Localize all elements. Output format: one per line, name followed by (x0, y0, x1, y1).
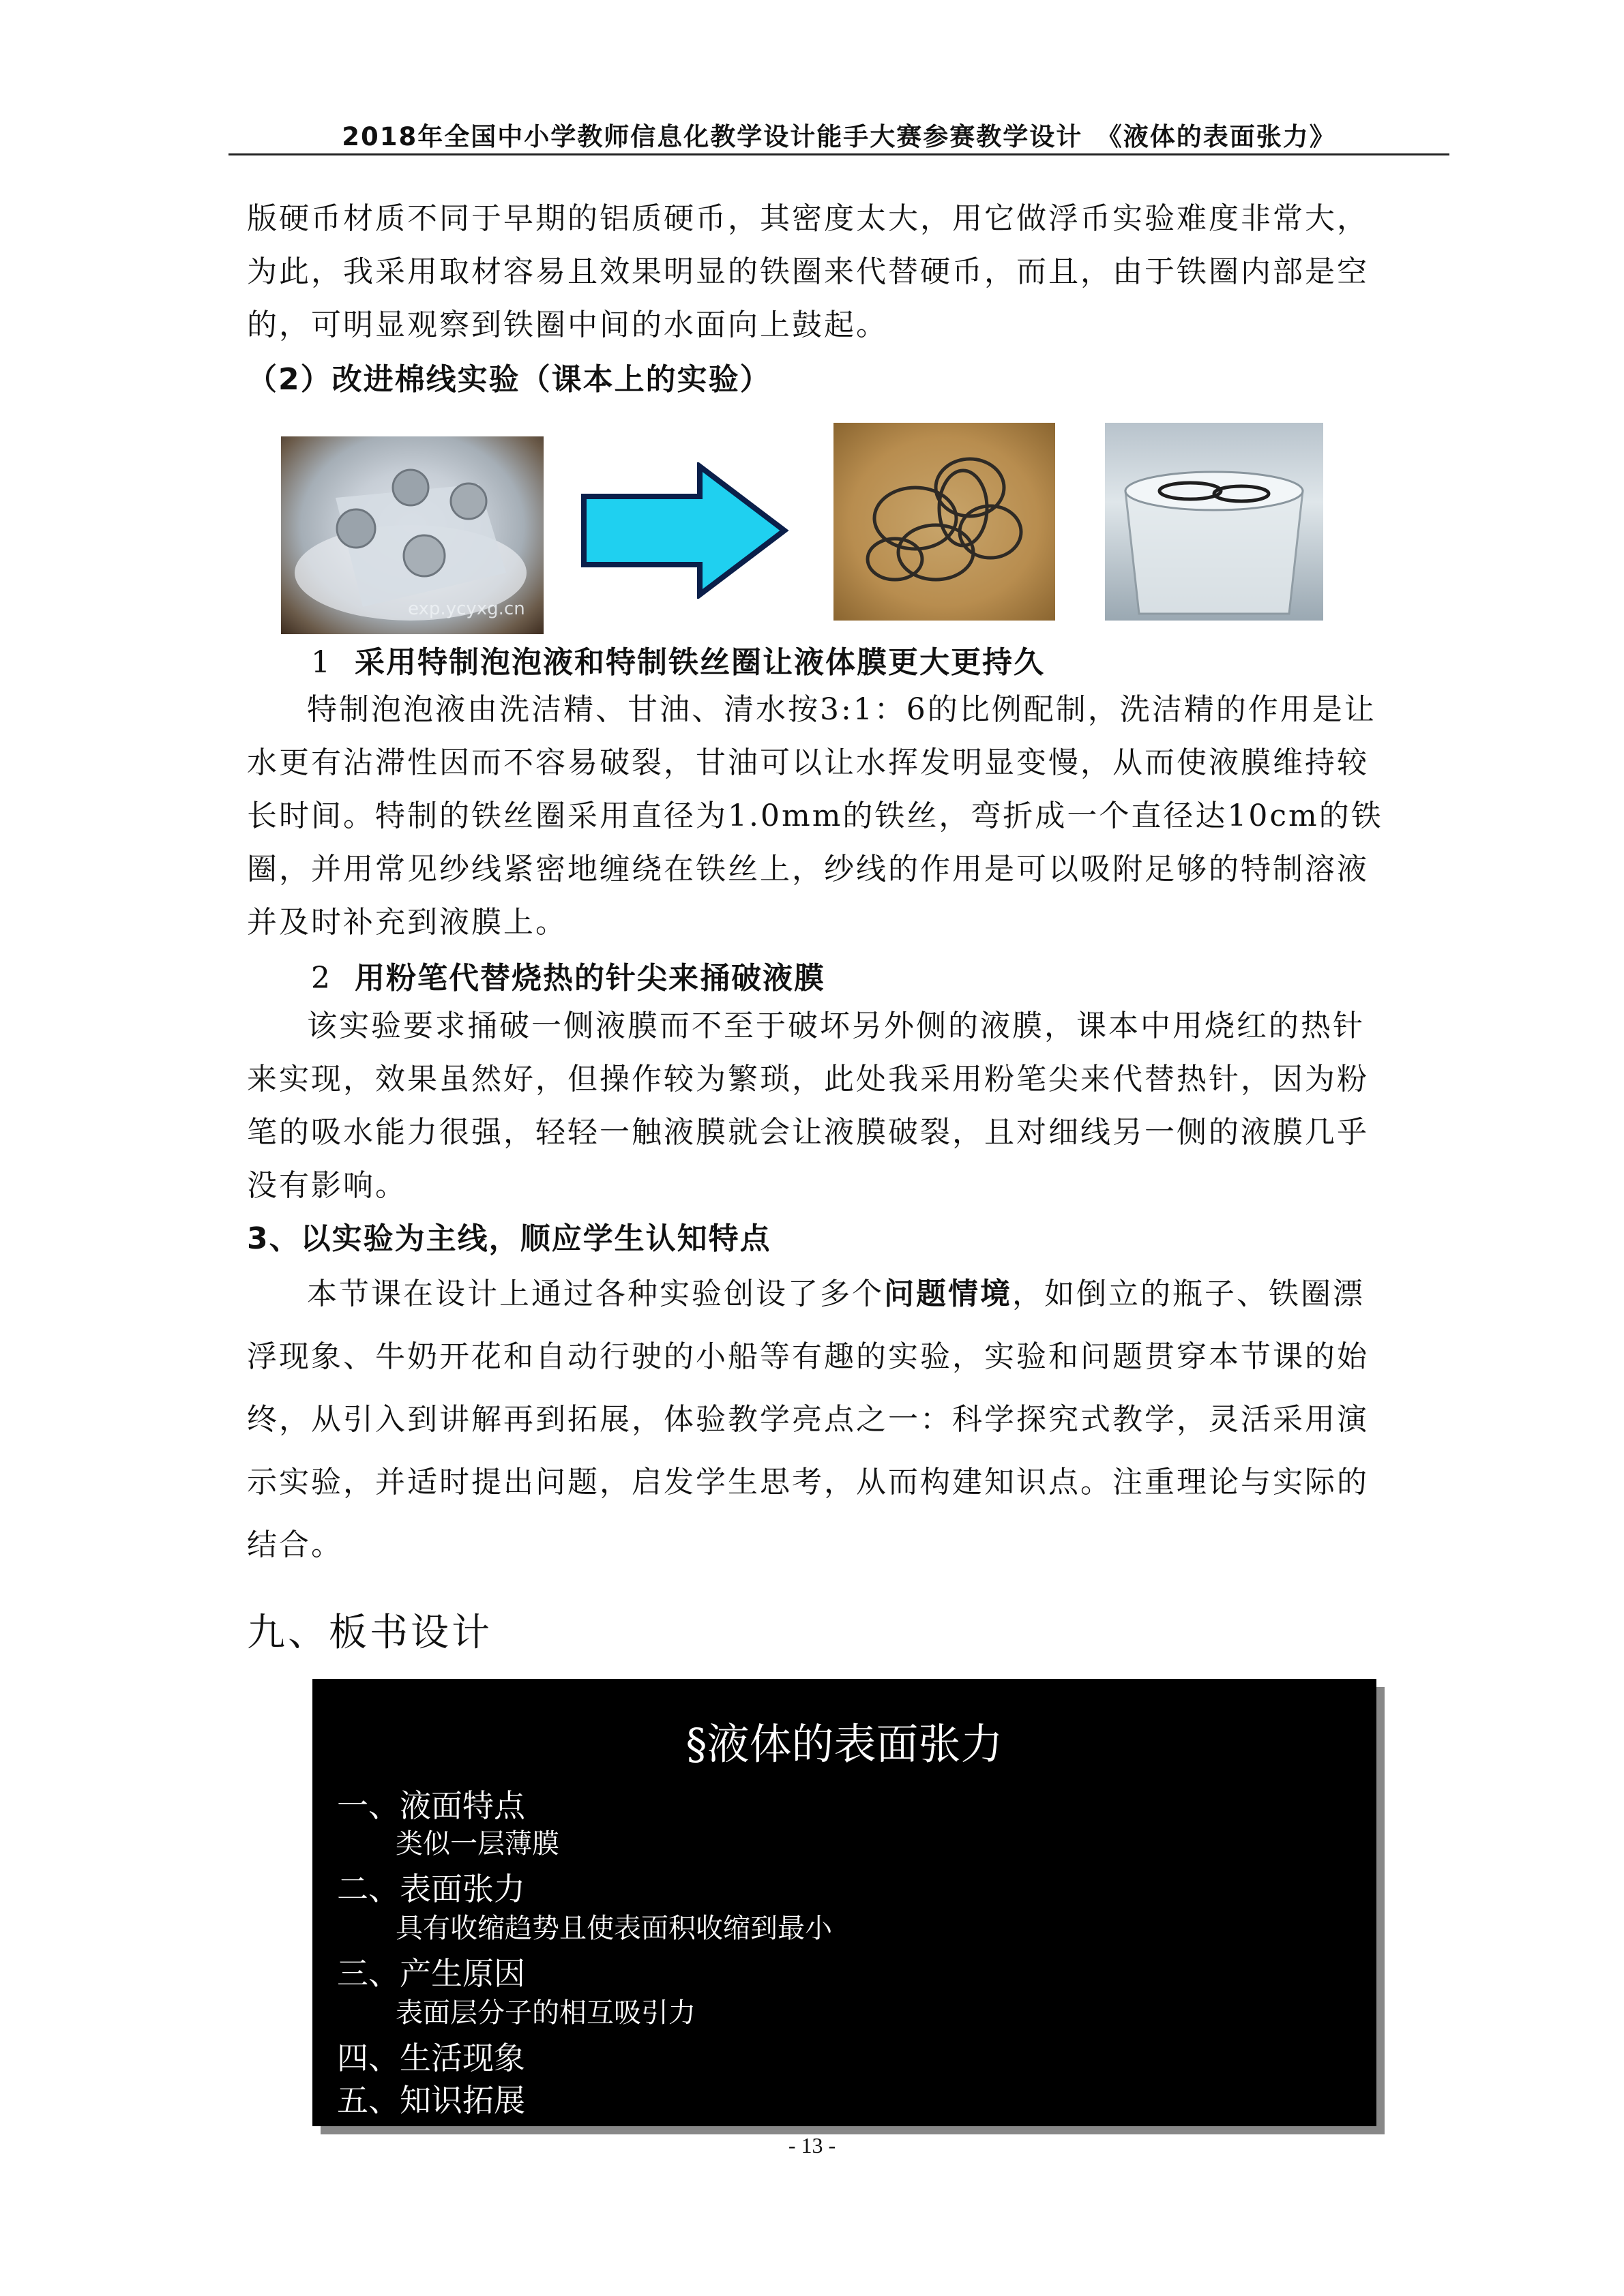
subheading-1 (311, 638, 1045, 681)
board-item-2-sub: 具有收缩趋势且使表面积收缩到最小 (396, 1913, 832, 1944)
paragraph-problem-situations (247, 1263, 1393, 1577)
glass-illustration (1105, 423, 1323, 621)
board-item-4: 四、生活现象 (337, 2040, 525, 2076)
board-item-2: 二、表面张力 (337, 1870, 525, 1907)
image-watermark: exp.ycyxg.cn (408, 599, 525, 619)
board-item-5: 五、知识拓展 (337, 2082, 525, 2119)
rings-illustration (833, 423, 1055, 621)
paragraph-problem-situations-before: 本节课在设计上通过各种实验创设了多个 (307, 1277, 884, 1311)
page-number: - 13 - (788, 2133, 836, 2158)
subsection-heading-cotton-experiment: （2）改进棉线实验（课本上的实验） (247, 362, 771, 397)
right-arrow-icon (580, 462, 791, 599)
blackboard-design (312, 1679, 1376, 2126)
subheading-2 (311, 953, 825, 997)
board-item-3-sub: 表面层分子的相互吸引力 (396, 1997, 696, 2029)
subheading-1-text: 采用特制泡泡液和特制铁丝圈让液体膜更大更持久 (355, 645, 1045, 680)
subheading-2-text: 用粉笔代替烧热的针尖来捅破液膜 (355, 961, 825, 996)
photo-metal-rings (833, 423, 1055, 621)
paragraph-problem-situations-after: ，如倒立的瓶子、铁圈漂浮现象、牛奶开花和自动行驶的小船等有趣的实验，实验和问题贯穿本节课的始终，从引入到讲解再到拓展，体验教学亮点之一：科学探究式教学，灵活采用演示实验，并适时提出问题，启发学生思考，从而构建知识点。注重理论与实际的结合。 (247, 1277, 1369, 1562)
subheading-1-number: 1 (311, 645, 332, 680)
paragraph-problem-situations-bold: 问题情境 (884, 1277, 1012, 1311)
header-divider (228, 153, 1449, 155)
paragraph-coin-material: 版硬币材质不同于早期的铝质硬币，其密度太大，用它做浮币实验难度非常大，为此，我采用取材容易且效果明显的铁圈来代替硬币，而且，由于铁圈内部是空的，可明显观察到铁圈中间的水面向上鼓起。 (247, 201, 1369, 342)
subheading-2-number: 2 (311, 961, 332, 996)
board-title: §液体的表面张力 (685, 1719, 1003, 1769)
section-heading-experiment-main-line: 3、以实验为主线，顺应学生认知特点 (247, 1221, 771, 1256)
page-header: 2018年全国中小学教师信息化教学设计能手大赛参赛教学设计 《液体的表面张力》 (342, 122, 1336, 151)
paragraph-chalk-method: 该实验要求捅破一侧液膜而不至于破坏另外侧的液膜，课本中用烧红的热针来实现，效果虽然好，但操作较为繁琐，此处我采用粉笔尖来代替热针，因为粉笔的吸水能力很强，轻轻一触液膜就会让液膜破裂，且对细线另一侧的液膜几乎没有影响。 (247, 1009, 1369, 1203)
section-title-board-design: 九、板书设计 (247, 1611, 492, 1655)
board-item-1-sub: 类似一层薄膜 (396, 1828, 559, 1860)
photo-glass-with-ring (1105, 423, 1323, 621)
board-item-1: 一、液面特点 (337, 1787, 525, 1824)
paragraph-bubble-solution: 特制泡泡液由洗洁精、甘油、清水按3:1：6的比例配制，洗洁精的作用是让水更有沾滞性因而不容易破裂，甘油可以让水挥发明显变慢，从而使液膜维持较长时间。特制的铁丝圈采用直径为1.0mm的铁丝，弯折成一个直径达10cm的铁圈，并用常见纱线紧密地缠绕在铁丝上，纱线的作用是可以吸附足够的特制溶液并及时补充到液膜上。 (247, 692, 1383, 940)
board-item-3: 三、产生原因 (337, 1955, 525, 1992)
